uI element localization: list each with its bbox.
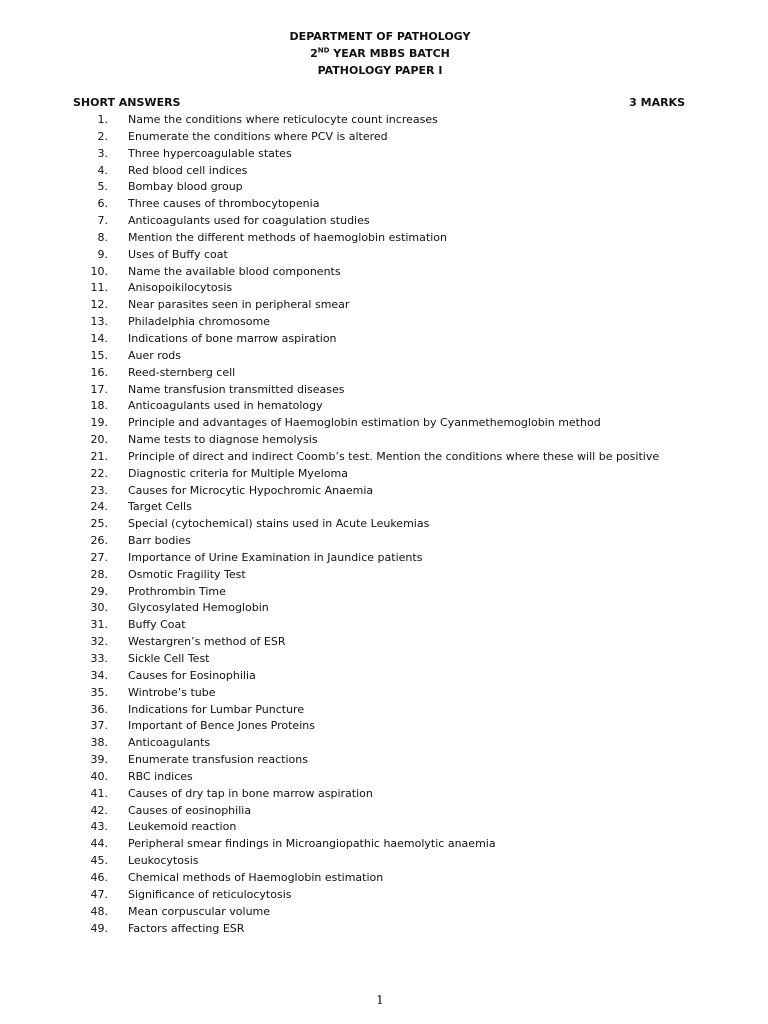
section-title: SHORT ANSWERS	[73, 96, 181, 109]
question-number: 28.	[90, 567, 108, 581]
question-number: 46.	[90, 870, 108, 884]
department-title: DEPARTMENT OF PATHOLOGY	[289, 30, 471, 43]
question-text: Buffy Coat	[128, 618, 186, 632]
list-item	[0, 600, 768, 617]
list-item	[0, 247, 768, 264]
question-text: Sickle Cell Test	[128, 652, 210, 665]
question-number: 8.	[97, 230, 108, 244]
question-text: Indications of bone marrow aspiration	[128, 331, 337, 345]
question-number: 18.	[90, 399, 108, 413]
question-number: 41.	[90, 786, 108, 800]
list-item	[0, 853, 768, 870]
list-item	[0, 668, 768, 685]
question-number: 32.	[90, 635, 108, 649]
question-text: Name the available blood components	[128, 264, 341, 278]
document-header	[0, 28, 760, 79]
question-text: Importance of Urine Examination in Jaundice patients	[128, 550, 423, 564]
question-number: 2.	[97, 129, 108, 143]
question-number: 37.	[90, 719, 108, 733]
section-heading	[73, 96, 685, 111]
list-item	[0, 803, 768, 820]
question-text: Special (cytochemical) stains used in Acute Leukemias	[128, 517, 430, 531]
question-text: Near parasites seen in peripheral smear	[128, 298, 350, 312]
question-number: 9.	[97, 247, 108, 261]
list-item	[0, 718, 768, 735]
section-marks: 3 MARKS	[629, 96, 685, 109]
question-number: 12.	[90, 298, 108, 312]
list-item	[0, 415, 768, 432]
question-number: 16.	[90, 365, 108, 379]
list-item	[0, 685, 768, 702]
list-item	[0, 584, 768, 601]
paper-title: PATHOLOGY PAPER I	[317, 64, 443, 77]
list-item	[0, 382, 768, 399]
batch-title	[0, 45, 760, 62]
question-text: Causes for Eosinophilia	[128, 668, 256, 682]
question-number: 7.	[97, 214, 108, 228]
list-item	[0, 752, 768, 769]
list-item	[0, 365, 768, 382]
list-item	[0, 904, 768, 921]
list-item	[0, 567, 768, 584]
list-item	[0, 550, 768, 567]
list-item	[0, 432, 768, 449]
question-number: 10.	[90, 264, 108, 278]
question-number: 3.	[97, 146, 108, 160]
question-number: 44.	[90, 837, 108, 851]
question-text: Leukocytosis	[128, 854, 199, 868]
list-item	[0, 398, 768, 415]
question-number: 13.	[90, 315, 108, 329]
question-text: Principle and advantages of Haemoglobin estimation by Cyanmethemoglobin method	[128, 416, 601, 430]
question-text: Prothrombin Time	[128, 584, 226, 598]
question-number: 48.	[90, 904, 108, 918]
batch-ordinal-suffix: ND	[317, 46, 330, 55]
list-item	[0, 112, 768, 129]
question-number: 24.	[90, 500, 108, 514]
question-text: Indications for Lumbar Puncture	[128, 702, 305, 716]
question-text: Diagnostic criteria for Multiple Myeloma	[128, 466, 348, 480]
question-number: 31.	[90, 618, 108, 632]
question-text: Important of Bence Jones Proteins	[128, 719, 315, 733]
question-number: 26.	[90, 534, 108, 548]
question-number: 23.	[90, 483, 108, 497]
question-number: 1.	[97, 113, 108, 126]
question-number: 30.	[90, 601, 108, 615]
question-text: Reed-sternberg cell	[128, 365, 236, 379]
question-text: Anisopoikilocytosis	[128, 281, 233, 295]
list-item	[0, 483, 768, 500]
list-item	[0, 213, 768, 230]
list-item	[0, 466, 768, 483]
question-text: Enumerate transfusion reactions	[128, 753, 308, 767]
question-text: Factors affecting ESR	[128, 921, 245, 935]
question-number: 14.	[90, 331, 108, 345]
question-number: 45.	[90, 854, 108, 868]
list-item	[0, 634, 768, 651]
page-number: 1	[376, 993, 384, 1007]
question-number: 47.	[90, 887, 108, 901]
question-text: Significance of reticulocytosis	[128, 887, 292, 901]
question-text: Enumerate the conditions where PCV is altered	[128, 129, 388, 143]
list-item	[0, 735, 768, 752]
list-item	[0, 297, 768, 314]
question-text: Osmotic Fragility Test	[128, 567, 246, 581]
list-item	[0, 516, 768, 533]
question-number: 36.	[90, 702, 108, 716]
list-item	[0, 179, 768, 196]
list-item	[0, 836, 768, 853]
question-number: 22.	[90, 466, 108, 480]
question-number: 33.	[90, 652, 108, 665]
question-text: Name transfusion transmitted diseases	[128, 382, 345, 396]
batch-year: 2	[310, 47, 318, 60]
question-text: Westargren’s method of ESR	[128, 635, 286, 649]
question-number: 11.	[90, 281, 108, 295]
question-text: Bombay blood group	[128, 180, 243, 194]
list-item	[0, 702, 768, 719]
batch-rest: YEAR MBBS BATCH	[329, 47, 450, 60]
list-item	[0, 314, 768, 331]
question-text: Uses of Buffy coat	[128, 247, 228, 261]
question-number: 40.	[90, 769, 108, 783]
question-text: Name tests to diagnose hemolysis	[128, 433, 318, 447]
question-number: 38.	[90, 736, 108, 750]
question-text: Wintrobe’s tube	[128, 685, 216, 699]
question-number: 25.	[90, 517, 108, 531]
question-text: Causes of eosinophilia	[128, 803, 252, 817]
question-text: Anticoagulants used in hematology	[128, 399, 323, 413]
list-item	[0, 331, 768, 348]
question-text: Barr bodies	[128, 534, 191, 548]
list-item	[0, 651, 768, 668]
list-item	[0, 533, 768, 550]
question-text: Glycosylated Hemoglobin	[128, 601, 269, 615]
list-item	[0, 129, 768, 146]
question-number: 39.	[90, 753, 108, 767]
question-text: Mention the different methods of haemoglobin estimation	[128, 230, 447, 244]
list-item	[0, 264, 768, 281]
question-text: Target Cells	[128, 500, 192, 514]
list-item	[0, 230, 768, 247]
question-text: Red blood cell indices	[128, 163, 248, 177]
question-text: Leukemoid reaction	[128, 820, 237, 834]
question-text: Chemical methods of Haemoglobin estimation	[128, 870, 384, 884]
question-text: Anticoagulants	[128, 736, 211, 750]
question-text: Principle of direct and indirect Coomb’s test. Mention the conditions where these will be positive	[128, 449, 660, 463]
list-item	[0, 196, 768, 213]
question-text: Philadelphia chromosome	[128, 315, 270, 329]
question-number: 15.	[90, 348, 108, 362]
question-text: Mean corpuscular volume	[128, 904, 271, 918]
question-number: 4.	[97, 163, 108, 177]
question-text: Three causes of thrombocytopenia	[128, 197, 320, 211]
list-item	[0, 769, 768, 786]
question-number: 19.	[90, 416, 108, 430]
question-number: 43.	[90, 820, 108, 834]
question-text: Causes for Microcytic Hypochromic Anaemia	[128, 483, 374, 497]
list-item	[0, 499, 768, 516]
list-item	[0, 280, 768, 297]
question-text: Three hypercoagulable states	[128, 146, 292, 160]
question-number: 6.	[97, 197, 108, 211]
list-item	[0, 449, 768, 466]
question-number: 34.	[90, 668, 108, 682]
list-item	[0, 921, 768, 938]
question-text: Auer rods	[128, 348, 182, 362]
list-item	[0, 887, 768, 904]
question-number: 42.	[90, 803, 108, 817]
list-item	[0, 617, 768, 634]
list-item	[0, 348, 768, 365]
question-text: Peripheral smear findings in Microangiopathic haemolytic anaemia	[128, 837, 496, 851]
list-item	[0, 819, 768, 836]
question-number: 21.	[90, 449, 108, 463]
question-number: 49.	[90, 921, 108, 935]
question-number: 27.	[90, 550, 108, 564]
list-item	[0, 146, 768, 163]
list-item	[0, 163, 768, 180]
question-text: Causes of dry tap in bone marrow aspiration	[128, 786, 373, 800]
question-number: 20.	[90, 433, 108, 447]
list-item	[0, 870, 768, 887]
question-number: 5.	[97, 180, 108, 194]
question-number: 29.	[90, 584, 108, 598]
list-item	[0, 786, 768, 803]
question-number: 17.	[90, 382, 108, 396]
question-number: 35.	[90, 685, 108, 699]
question-text: Name the conditions where reticulocyte count increases	[128, 113, 438, 126]
question-text: Anticoagulants used for coagulation studies	[128, 214, 370, 228]
question-list	[0, 112, 768, 937]
question-text: RBC indices	[128, 769, 193, 783]
